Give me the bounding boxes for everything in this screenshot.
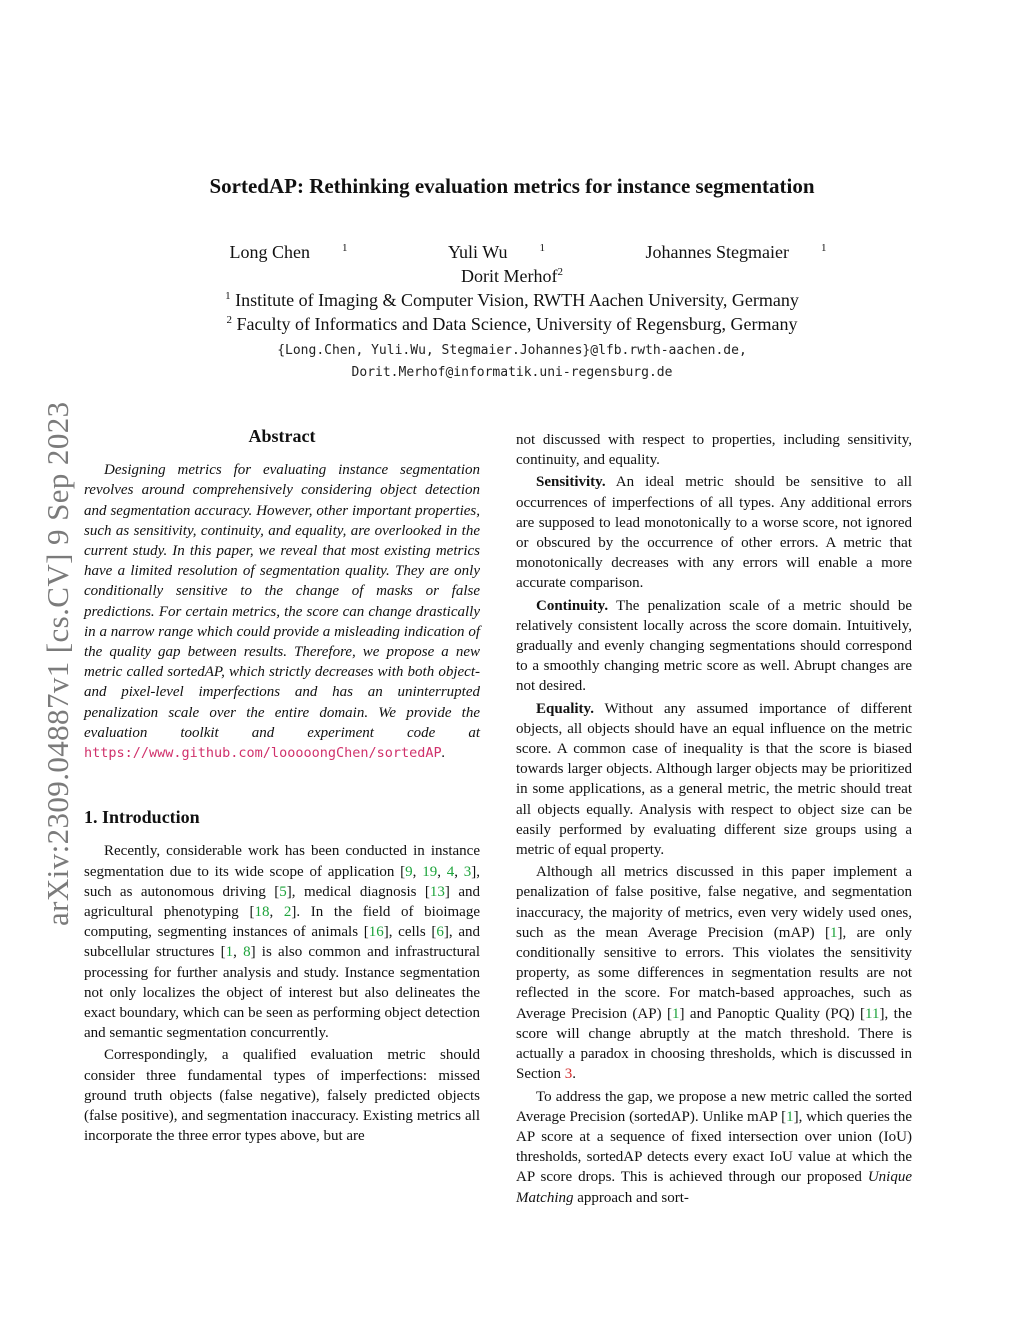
citation-link[interactable]: 3 (463, 863, 472, 880)
abstract-end: . (441, 745, 446, 762)
author-sup: 2 (557, 266, 563, 278)
intro-paragraph-2: Correspondingly, a qualified evaluation metric should consider three fundamental types of imperfections: missed ground truth objects (false negative), falsely predicted objects (false positive), and segmentation inaccuracy. Existing metrics all incorporate the three error types above, but are (84, 1047, 480, 1145)
paragraph-proposal (516, 1087, 912, 1208)
citation-link[interactable]: 18 (254, 904, 270, 921)
citation-link[interactable]: 19 (422, 863, 438, 880)
citation-link[interactable]: 1 (672, 1005, 680, 1022)
citation-link[interactable]: 1 (225, 944, 234, 961)
email-line-1: {Long.Chen, Yuli.Wu, Stegmaier.Johannes}@lfb.rwth-aachen.de, (277, 343, 747, 358)
run-in-heading: Equality. (536, 700, 594, 717)
abstract-body: Designing metrics for evaluating instance segmentation revolves around comprehensively considering object detection and segmentation accuracy. However, other important properties, such as sensitivity, continuity, and equality, are overlooked in the current study. In this paper, we reveal that most existing metrics have a limited resolution of segmentation quality. They are only conditionally sensitive to the change of masks or false predictions. For certain metrics, the score can change drastically in a narrow range which could provide a misleading indication of the quality gap between results. Therefore, we propose a new metric called sortedAP, which strictly decreases with both object- and pixel-level imperfections and has an uninterrupted penalization scale over the entire domain. We provide the evaluation toolkit and experiment code at (84, 462, 480, 741)
citation-link[interactable]: 9 (405, 863, 413, 880)
affiliation-text: Faculty of Informatics and Data Science, University of Regensburg, Germany (236, 314, 798, 334)
author-name: Dorit Merhof (461, 266, 558, 286)
paper-title: SortedAP: Rethinking evaluation metrics for instance segmentation (209, 174, 815, 198)
author-sup: 1 (820, 242, 827, 254)
text-run: ] and agricultural phenotyping [ (84, 883, 480, 921)
affiliation-2 (0, 312, 1024, 336)
text-run: ] is also common and infrastructural processing for further analysis and study. Instance segmentation not only localizes the object of interest but also delineates the exact boundary, which can be seen as performing object detection and semantic segmentation concurrently. (84, 944, 481, 1042)
affiliation-sup: 1 (225, 290, 231, 302)
author-block (0, 240, 1024, 336)
text-run: ], the score will change abruptly at the match threshold. There is actually a paradox in choosing thresholds, which is discussed in Section (516, 1005, 912, 1083)
paragraph-continuity (516, 596, 912, 697)
run-in-heading: Sensitivity. (536, 474, 606, 491)
author-name: Johannes Stegmaier (645, 242, 789, 262)
code-link[interactable]: https://www.github.com/looooongChen/sortedAP (84, 745, 442, 762)
author-sup: 1 (539, 242, 545, 254)
citation-link[interactable]: 1 (830, 924, 838, 941)
author-yuli-wu (416, 242, 545, 262)
text-run: , (269, 904, 284, 921)
citation-link[interactable]: 1 (786, 1108, 794, 1125)
section-reference-link[interactable]: 3 (564, 1066, 573, 1083)
intro-paragraph-1 (84, 841, 480, 1043)
text-run: ], cells [ (383, 924, 437, 941)
text-run: , (437, 863, 447, 880)
citation-link[interactable]: 6 (436, 924, 444, 941)
paragraph-metrics-discussion (516, 862, 912, 1084)
emphasis-term: Unique Matching (516, 1169, 912, 1206)
email-block (0, 340, 1024, 384)
paragraph-equality (516, 699, 912, 861)
email-line-2: Dorit.Merhof@informatik.uni-regensburg.de (351, 365, 673, 380)
text-run: ], such as autonomous driving [ (84, 863, 481, 900)
citation-link[interactable]: 16 (368, 924, 384, 941)
citation-link[interactable]: 13 (429, 883, 445, 900)
text-run: ] and Panoptic Quality (PQ) [ (679, 1005, 866, 1022)
affiliation-1 (0, 288, 1024, 312)
abstract-text (84, 460, 480, 763)
paragraph-sensitivity (516, 472, 912, 593)
text-run: ], medical diagnosis [ (286, 883, 430, 900)
text-run: To address the gap, we propose a new metric called the sorted Average Precision (sortedAP). Unlike mAP [ (516, 1088, 912, 1125)
right-column (516, 430, 912, 1208)
citation-link[interactable]: 4 (446, 863, 455, 880)
affiliation-text: Institute of Imaging & Computer Vision, RWTH Aachen University, Germany (235, 290, 799, 310)
text-run: ]. In the field of bioimage computing, segmenting instances of animals [ (84, 904, 480, 941)
author-name: Yuli Wu (448, 242, 508, 262)
author-dorit-merhof (0, 264, 1024, 288)
text-run: The penalization scale of a metric should be relatively consistent locally across the score domain. Intuitively, gradually and evenly changing segmentations should correspond to a smoothly changing metric score as well. Abrupt changes are not desired. (516, 597, 912, 695)
text-run: ], are only conditionally sensitive to errors. This violates the sensitivity property, as some differences in segmentation results are not reflected in the score. For match-based approaches, such as Average Precision (AP) [ (516, 924, 912, 1022)
citation-link[interactable]: 5 (279, 883, 287, 900)
text-run: ], and subcellular structures [ (84, 924, 481, 961)
text-run: . (572, 1066, 576, 1083)
author-name: Long Chen (229, 242, 311, 262)
author-long-chen (198, 242, 348, 262)
abstract-heading: Abstract (248, 426, 316, 446)
left-column (84, 426, 480, 1147)
run-in-heading: Continuity. (536, 597, 609, 614)
author-johannes-stegmaier (613, 242, 826, 262)
text-run: , (412, 863, 423, 880)
right-paragraph-continuation: not discussed with respect to properties, including sensitivity, continuity, and equality. (516, 432, 912, 469)
text-run: Although all metrics discussed in this paper implement a penalization of false positive, false negative, and segmentation inaccuracy, the majority of metrics, even very widely used ones, such as the mean Average Precision (mAP) [ (516, 864, 912, 941)
section-heading-introduction: 1. Introduction (84, 807, 200, 828)
arxiv-identifier: arXiv:2309.04887v1 [cs.CV] 9 Sep 2023 (40, 401, 75, 926)
affiliation-sup: 2 (226, 314, 232, 326)
text-run: approach and sort- (573, 1189, 689, 1206)
citation-link[interactable]: 8 (243, 944, 251, 961)
text-run: , (454, 863, 464, 880)
text-run: , (233, 944, 244, 961)
author-sup: 1 (342, 242, 348, 254)
text-run: An ideal metric should be sensitive to all occurrences of imperfections of all types. Any additional errors are supposed to lead monotonically to a worse score, not ignored or obscured by the occurrence of other errors. A metric that monotonically decreases with any errors will enable a more accurate comparison. (516, 474, 912, 592)
text-run: Without any assumed importance of different objects, all objects should have an equal influence on the metric score. A common case of inequality is that the score is biased towards larger objects. Although larger objects may be prioritized in some applications, as a general metric, the metric should treat all objects equally. Analysis with respect to object size can be easily performed by evaluating different size groups using a metric of equal property. (516, 700, 912, 859)
author-row (0, 240, 1024, 264)
citation-link[interactable]: 11 (865, 1005, 880, 1022)
text-run: Recently, considerable work has been conducted in instance segmentation due to its wide scope of application [ (84, 843, 480, 880)
text-run: ], which queries the AP score at a sequence of fixed intersection over union (IoU) thresholds, sortedAP detects every exact IoU value at which the AP score drops. This is achieved through our proposed (516, 1108, 912, 1186)
citation-link[interactable]: 2 (283, 904, 292, 921)
